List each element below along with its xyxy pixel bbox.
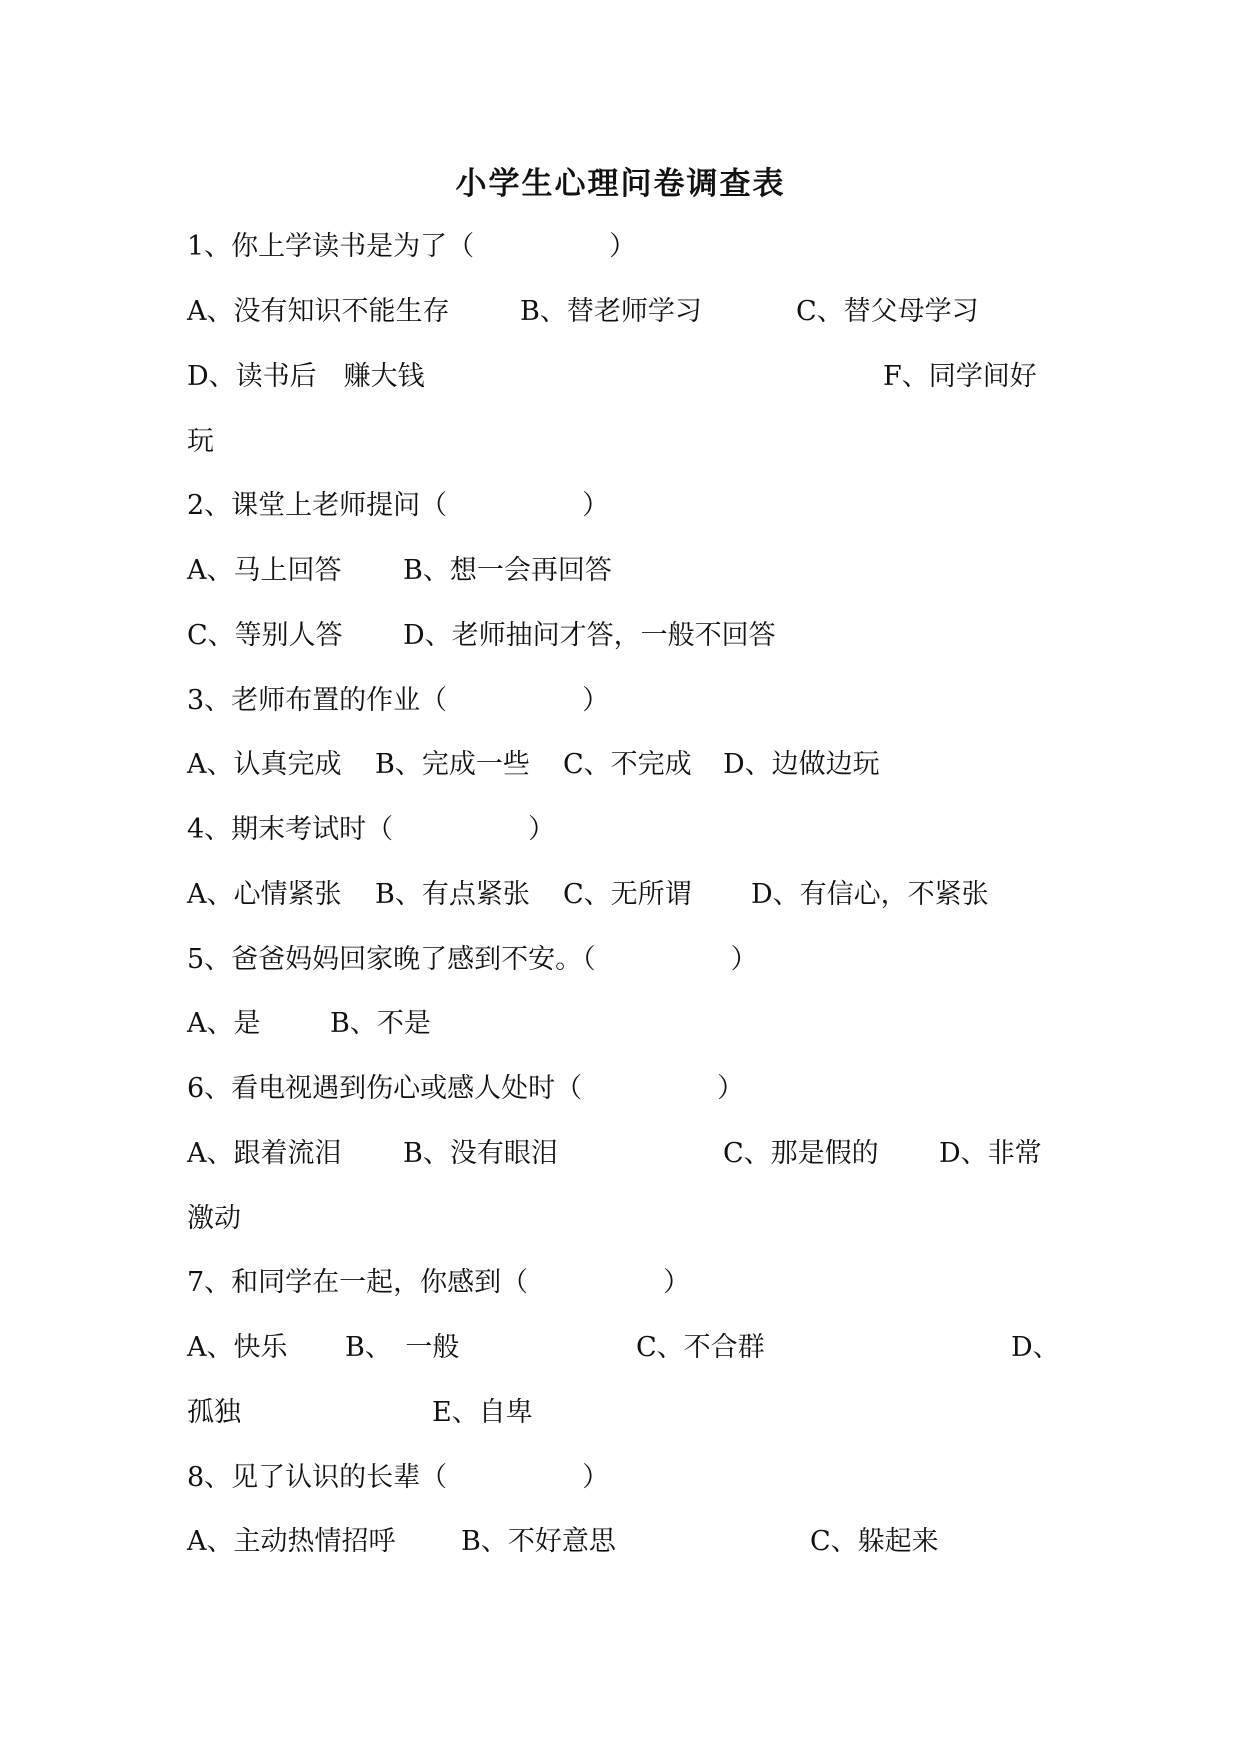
q1-option-b: B、替老师学习 [520, 296, 702, 327]
q1-option-c: C、替父母学习 [796, 296, 979, 327]
q8-option-c: C、躲起来 [810, 1526, 939, 1557]
q3-option-d: D、边做边玩 [723, 749, 880, 780]
q7-option-d: D、 [1011, 1332, 1060, 1363]
q8-option-a: A、主动热情招呼 [187, 1526, 396, 1557]
q2-option-c: C、等别人答 [187, 620, 343, 651]
q7-option-b: B、 一般 [345, 1332, 460, 1363]
q4-option-c: C、无所谓 [563, 879, 692, 910]
q1-option-d: D、读书后 赚大钱 [187, 361, 425, 392]
question-1-stem: 1、你上学读书是为了（ ） [187, 231, 637, 262]
q7-option-a: A、快乐 [187, 1332, 288, 1363]
question-6-stem: 6、看电视遇到伤心或感人处时（ ） [187, 1073, 745, 1104]
q6-option-a: A、跟着流泪 [187, 1138, 342, 1169]
q2-option-a: A、马上回答 [187, 555, 342, 586]
q2-option-d: D、老师抽问才答，一般不回答 [403, 620, 776, 651]
question-4-stem: 4、期末考试时（ ） [187, 814, 556, 845]
q6-option-b: B、没有眼泪 [403, 1138, 558, 1169]
q4-option-d: D、有信心，不紧张 [751, 879, 989, 910]
q6-option-d-continued: 激动 [187, 1203, 241, 1234]
q1-option-f-continued: 玩 [187, 426, 214, 457]
q6-option-d: D、非常 [939, 1138, 1042, 1169]
q7-option-c: C、不合群 [636, 1332, 765, 1363]
q2-option-b: B、想一会再回答 [403, 555, 612, 586]
q7-option-d-continued: 孤独 [187, 1397, 241, 1428]
q6-option-c: C、那是假的 [723, 1138, 879, 1169]
question-7-stem: 7、和同学在一起，你感到（ ） [187, 1267, 691, 1298]
question-5-stem: 5、爸爸妈妈回家晚了感到不安。（ ） [187, 944, 758, 975]
q7-option-e: E、自卑 [432, 1397, 533, 1428]
question-8-stem: 8、见了认识的长辈（ ） [187, 1462, 610, 1493]
q3-option-c: C、不完成 [563, 749, 692, 780]
q5-option-a: A、是 [187, 1008, 261, 1039]
q3-option-b: B、完成一些 [375, 749, 530, 780]
q3-option-a: A、认真完成 [187, 749, 342, 780]
question-2-stem: 2、课堂上老师提问（ ） [187, 490, 610, 521]
q4-option-b: B、有点紧张 [375, 879, 530, 910]
page-title: 小学生心理问卷调查表 [455, 166, 786, 202]
question-3-stem: 3、老师布置的作业（ ） [187, 685, 610, 716]
q5-option-b: B、不是 [330, 1008, 431, 1039]
q1-option-a: A、没有知识不能生存 [187, 296, 450, 327]
q4-option-a: A、心情紧张 [187, 879, 342, 910]
q1-option-f: F、同学间好 [883, 361, 1037, 392]
q8-option-b: B、不好意思 [461, 1526, 616, 1557]
